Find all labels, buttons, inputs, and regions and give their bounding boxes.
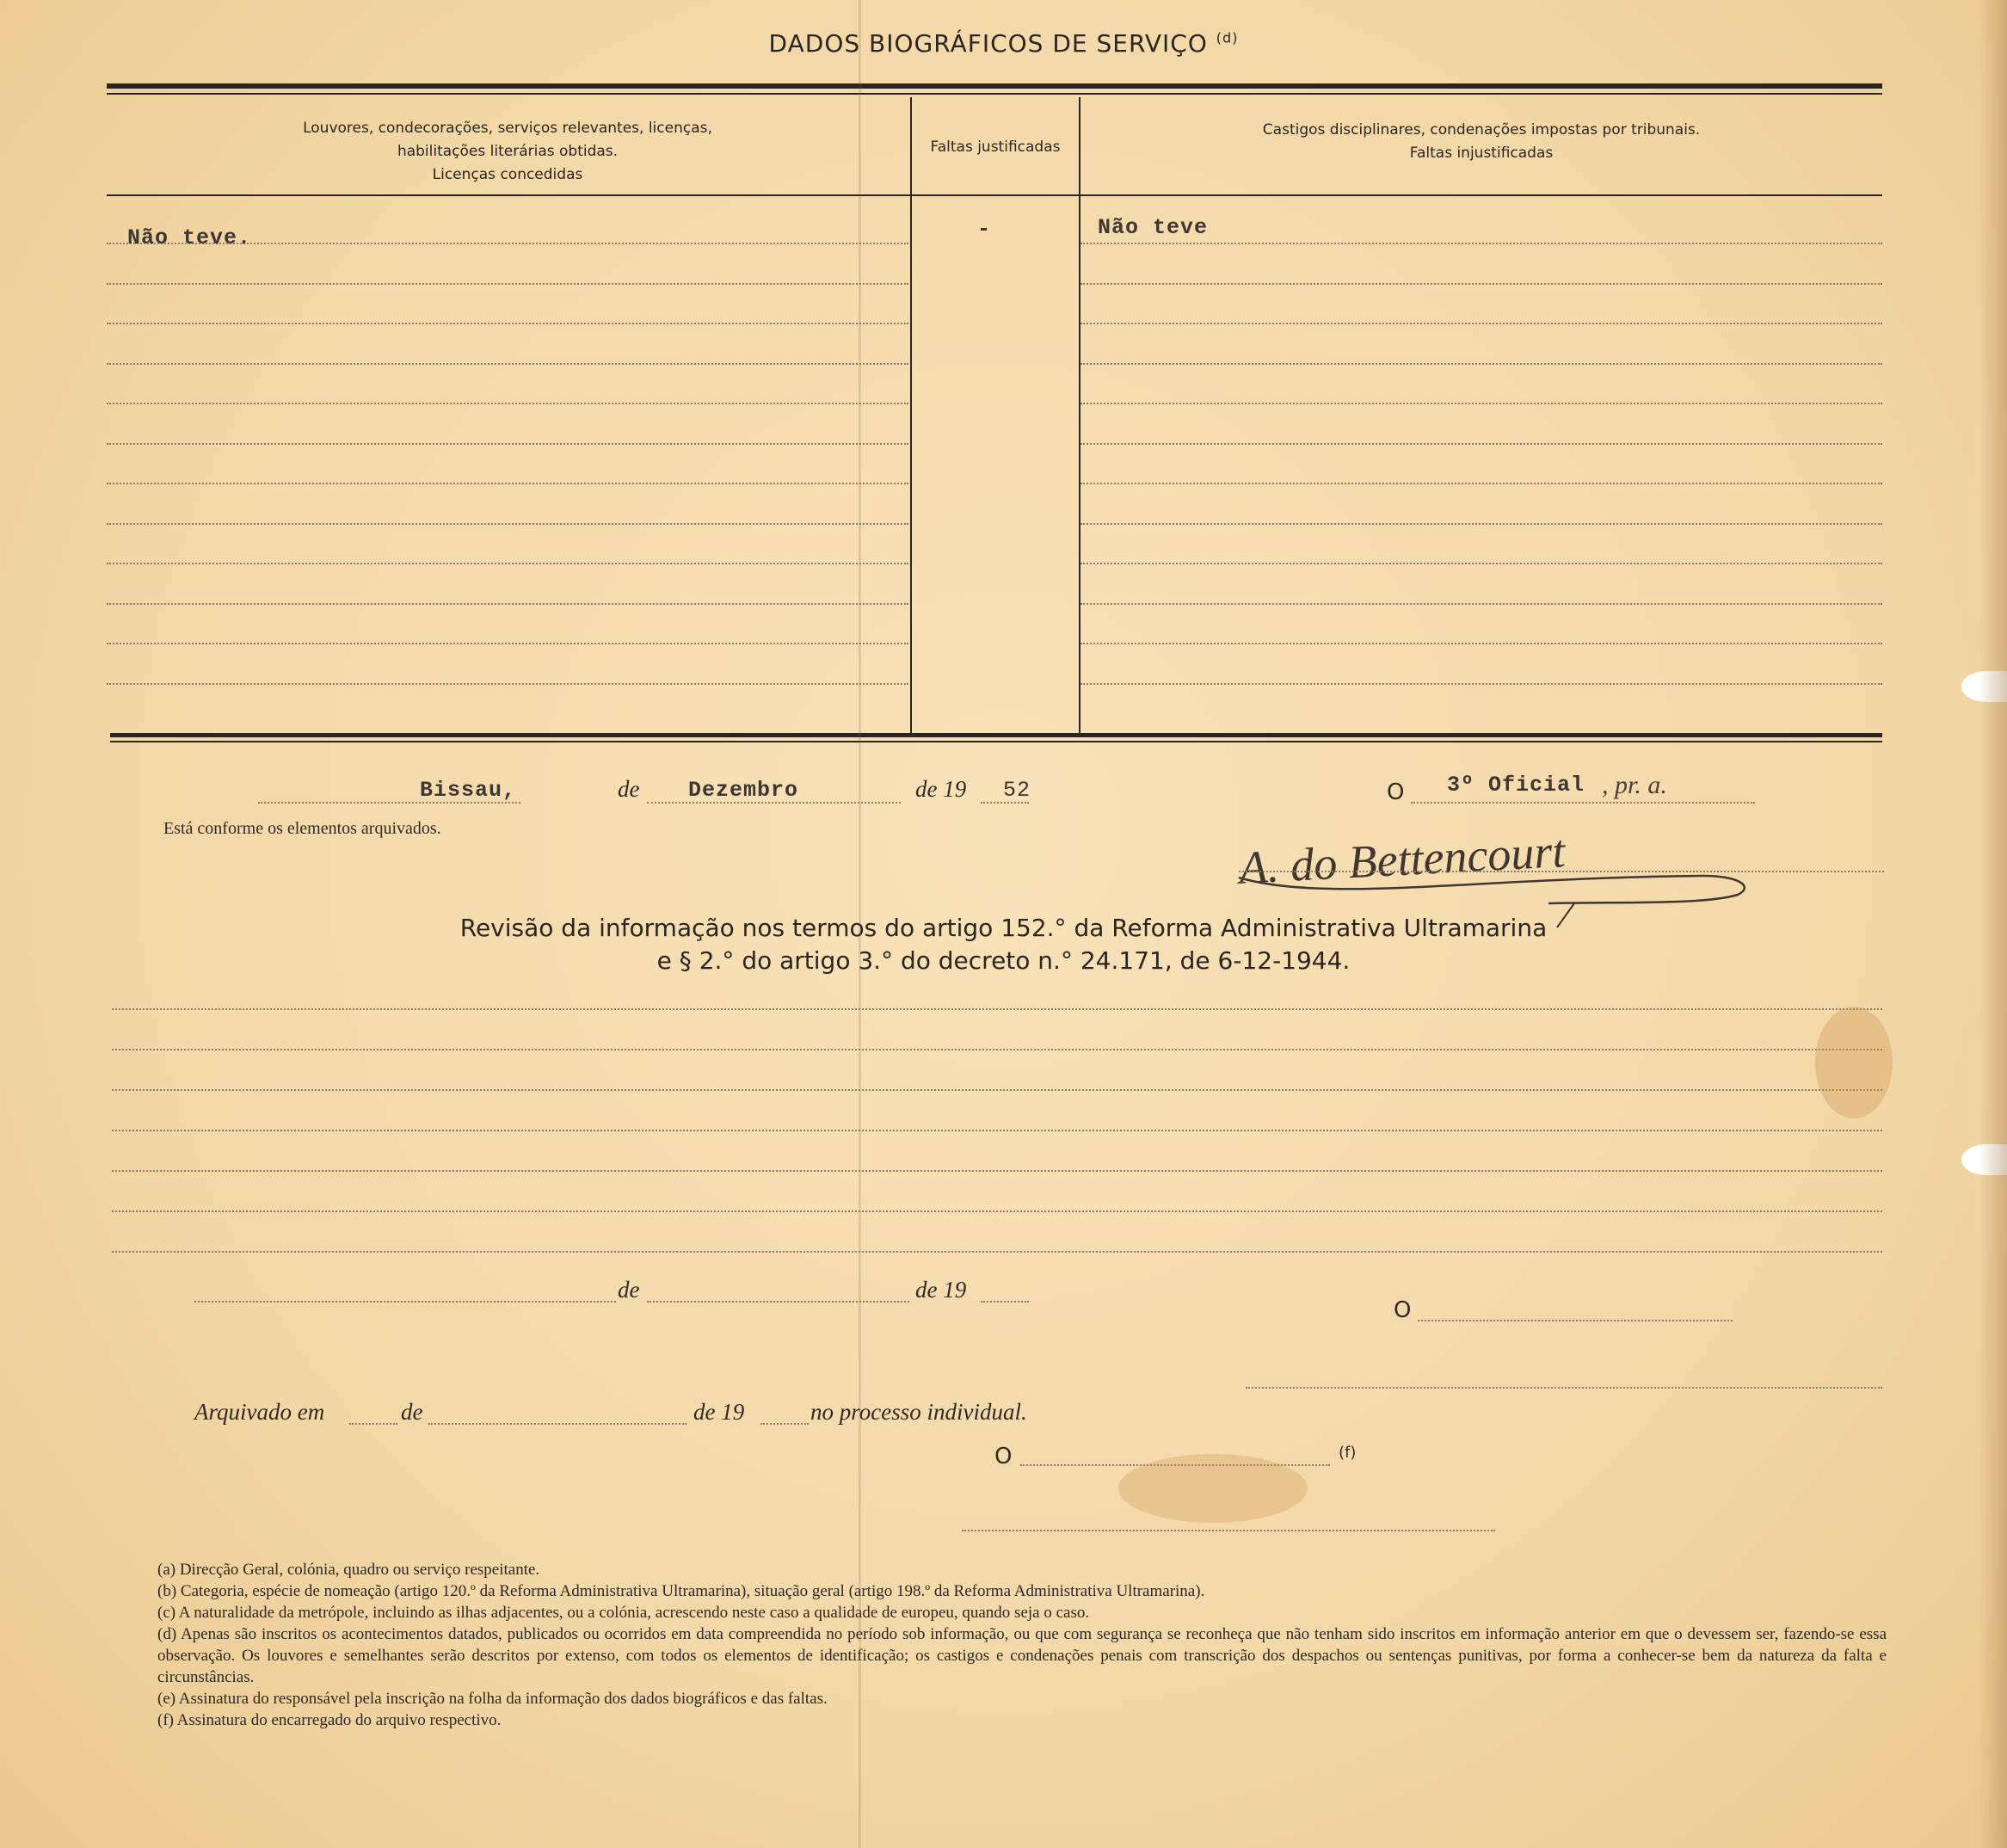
title-note: (d) [1216,29,1239,46]
month-value: Dezembro [688,778,799,803]
footnote-b: (b) Categoria, espécie de nomeação (artigo 120.º da Reforma Administrativa Ultramarina), situação geral (artigo 198.º da Reforma Administrativa Ultramarina). [157,1582,1205,1600]
table-bottom-border [110,733,1882,737]
entry-col3: Não teve [1098,215,1209,240]
archived-note: (f) [1339,1444,1357,1462]
column-header-2 [912,136,1079,159]
revision-dotted-line [112,1089,1882,1091]
table-dotted-line [107,483,908,484]
second-year-prefix: de 19 [915,1277,967,1303]
second-sign-line [1418,1320,1733,1321]
table-dotted-line [107,603,908,605]
place-value: Bissau, [420,778,517,803]
archived-process: no processo individual. [810,1399,1027,1425]
officer-o: O [1387,779,1405,805]
table-dotted-line [1080,603,1882,605]
revision-dotted-line [112,1130,1882,1131]
archived-sign-line-2 [962,1530,1495,1531]
place-de: de [618,776,640,802]
conforme-note: Está conforme os elementos arquivados. [163,819,441,838]
footnotes [157,1559,1887,1731]
right-edge-shade [1979,0,2007,1848]
second-date-line-2 [647,1301,909,1303]
table-dotted-line [1080,283,1882,285]
column-divider-2 [1079,97,1080,736]
column-header-1-line-2: habilitações literárias obtidas. [397,143,619,160]
archived-label: Arquivado em [194,1399,325,1425]
handwritten-signature: A. do Bettencourt [1237,825,1567,894]
table-dotted-line [1080,683,1882,685]
revision-dotted-line [112,1251,1882,1253]
second-de: de [618,1277,640,1303]
footnote-c: (c) A naturalidade da metrópole, incluindo as ilhas adjacentes, ou a colónia, acrescendo neste caso a qualidade de europeu, quando seja o caso. [157,1604,1090,1622]
page-title [0,29,2007,58]
second-date-line-1 [194,1301,616,1303]
second-sign-line-2 [1246,1387,1882,1389]
table-dotted-line [107,523,908,525]
column-header-1 [172,117,843,187]
table-dotted-line [107,643,908,644]
entry-col1: Não teve. [127,225,252,250]
table-dotted-line [1080,643,1882,644]
archived-line-3 [760,1423,809,1425]
table-dotted-line [107,403,908,404]
footnote-d: (d) Apenas são inscritos os acontecimentos datados, publicados ou ocorridos em data compreendida no período sob informação, ou que com segurança se reconheça que não tenham sido inscritos em informação anterior em que o devessem ser, fazendo-se essa observação. Os louvores e semelhantes serão descritos por extenso, com todos os elementos de identificação; os castigos e condenações penais com transcrição dos despachos ou sentenças punitivas, por forma a conhecer-se bem da natureza da falta e circunstâncias. [157,1625,1887,1686]
footnote-f: (f) Assinatura do encarregado do arquivo respectivo. [157,1711,502,1729]
archived-year-prefix: de 19 [693,1399,745,1425]
revision-line-1: Revisão da informação nos termos do artigo 152.° da Reforma Administrativa Ultramarina [459,914,1548,942]
column-header-3-line-2: Faltas injustificadas [1409,145,1554,162]
title-text: DADOS BIOGRÁFICOS DE SERVIÇO [768,29,1208,58]
stain-right [1815,1007,1893,1118]
table-top-border-thin [107,93,1882,95]
footnote-a: (a) Direcção Geral, colónia, quadro ou serviço respeitante. [157,1561,540,1579]
table-dotted-line [1080,323,1882,324]
year-value: 52 [1003,778,1031,803]
table-dotted-line [107,323,908,324]
column-header-1-line-1: Louvores, condecorações, serviços relevantes, licenças, [303,120,712,137]
revision-line-2: e § 2.° do artigo 3.° do decreto n.° 24.171, de 6-12-1944. [656,946,1351,975]
revision-dotted-line [112,1210,1882,1212]
second-o: O [1394,1297,1412,1323]
table-dotted-line [107,563,908,564]
archived-line-1 [349,1423,397,1425]
table-dotted-line [1080,363,1882,365]
archived-line-2 [428,1423,686,1425]
signature-line [1239,871,1884,872]
table-dotted-line [1080,483,1882,484]
officer-role-handwritten: , pr. a. [1602,771,1667,799]
stain-bottom [1118,1454,1308,1523]
year-prefix: de 19 [915,776,967,802]
footnote-e: (e) Assinatura do responsável pela inscrição na folha da informação dos dados biográficos e das faltas. [157,1690,828,1708]
second-year-line [981,1301,1029,1303]
table-dotted-line [1080,443,1882,445]
center-fold [859,0,861,1848]
officer-role: 3º Oficial [1447,773,1585,798]
column-header-2-line-1: Faltas justificadas [930,139,1061,156]
entry-col2: - [977,217,992,242]
table-dotted-line [1080,563,1882,564]
revision-heading [0,912,2007,977]
table-dotted-line [107,443,908,445]
table-bottom-border-thin [110,741,1882,742]
revision-dotted-line [112,1049,1882,1050]
officer-line [1411,802,1755,804]
revision-dotted-line [112,1008,1882,1010]
column-header-1-line-3: Licenças concedidas [432,166,583,183]
revision-dotted-line [112,1170,1882,1172]
column-header-3-line-1: Castigos disciplinares, condenações impostas por tribunais. [1262,121,1701,139]
table-dotted-line [1080,243,1882,244]
table-dotted-line [1080,523,1882,525]
column-header-3 [1080,119,1882,165]
archived-o: O [994,1444,1013,1469]
table-top-border [107,83,1882,89]
table-dotted-line [1080,403,1882,404]
table-dotted-line [107,683,908,685]
table-dotted-line [107,283,908,285]
table-dotted-line [107,363,908,365]
archived-de: de [401,1399,423,1425]
header-bottom-rule [107,194,1882,196]
column-divider-1 [910,97,912,736]
